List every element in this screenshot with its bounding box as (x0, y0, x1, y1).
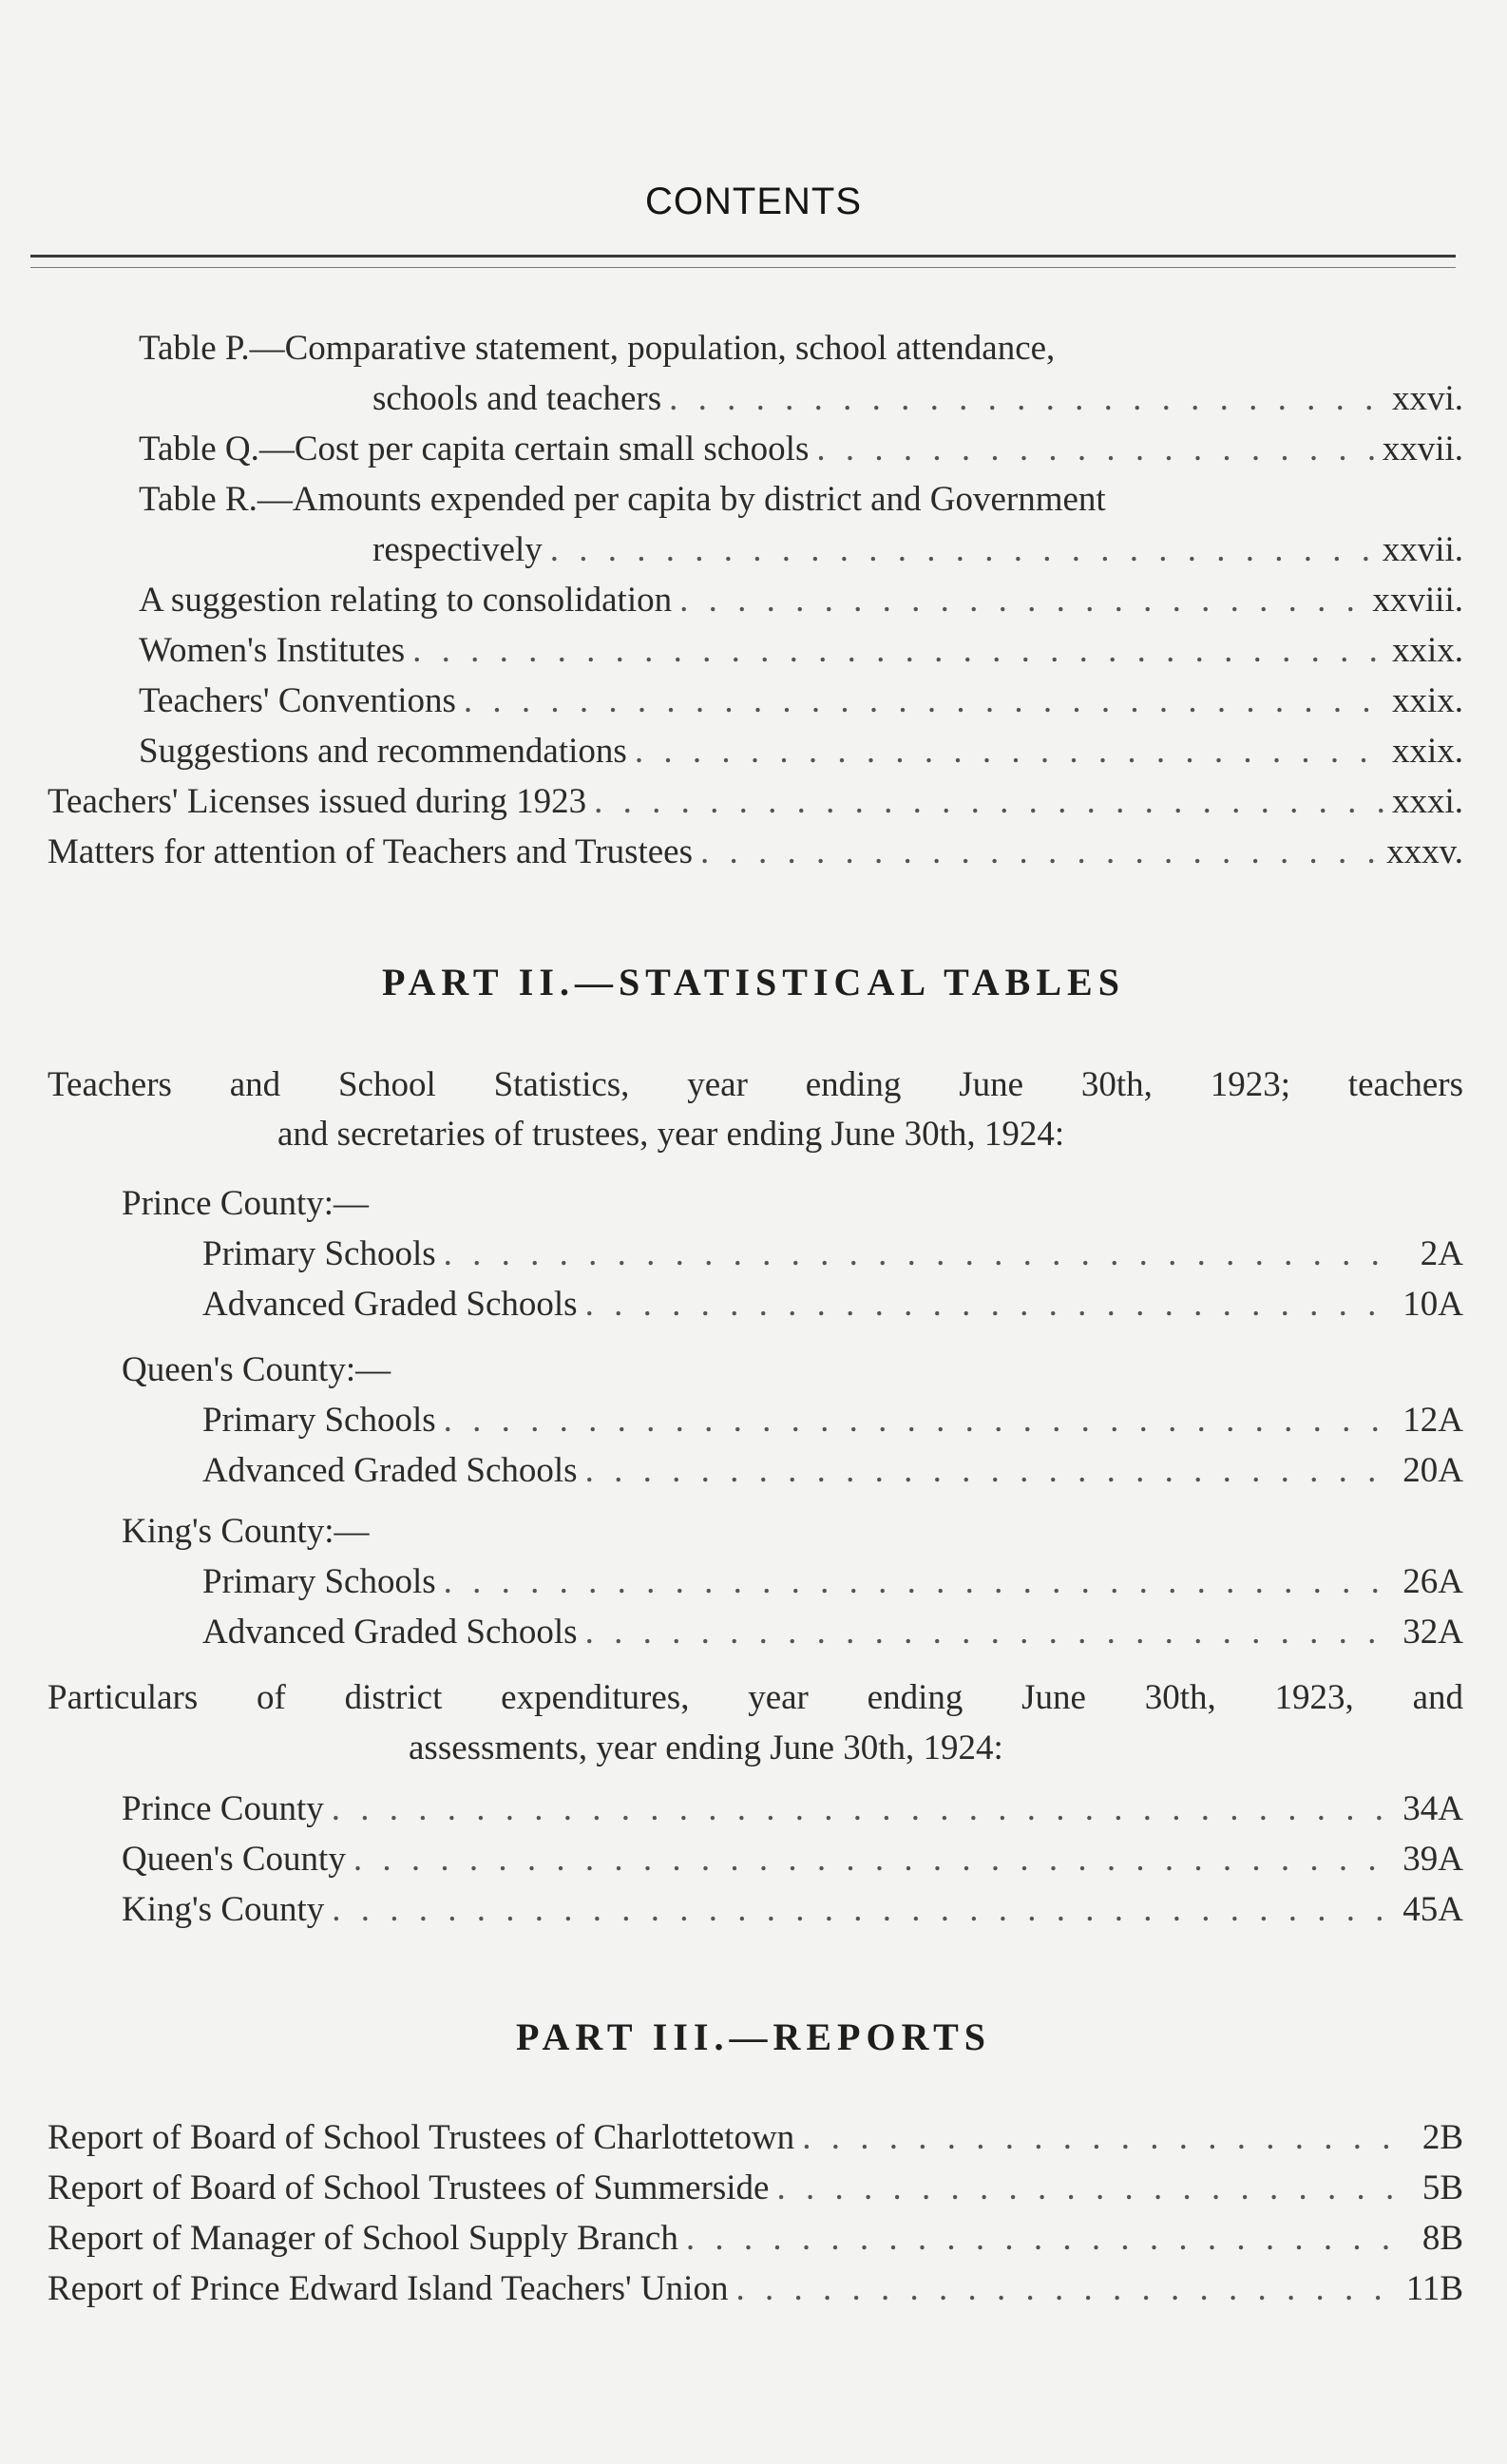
leader-dots (686, 2218, 1399, 2260)
leader-dots (444, 1233, 1399, 1275)
toc-entry-prince-primary[interactable] (202, 1233, 1463, 1275)
county-heading-queens: Queen's County:— (122, 1350, 391, 1389)
leader-dots (735, 2268, 1398, 2310)
county-heading-kings: King's County:— (122, 1512, 370, 1551)
toc-entry-label: Report of Board of School Trustees of Charlottetown (48, 2118, 795, 2157)
leader-dots (679, 580, 1364, 621)
leader-dots (816, 429, 1374, 470)
toc-page-number: 26A (1402, 1562, 1463, 1601)
leader-dots (332, 1889, 1395, 1931)
toc-entry-queens-advanced[interactable] (202, 1450, 1463, 1492)
leader-dots (332, 1788, 1396, 1830)
leader-dots (444, 1561, 1396, 1603)
toc-page-number: xxvii. (1382, 530, 1463, 569)
toc-entry-label: Report of Board of School Trustees of Summerside (48, 2168, 770, 2207)
leader-dots (353, 1839, 1395, 1881)
particulars-line2: assessments, year ending June 30th, 1924: (409, 1729, 1003, 1767)
toc-entry-queens-primary[interactable] (202, 1400, 1463, 1442)
toc-entry-label: Advanced Graded Schools (202, 1613, 578, 1652)
toc-page-number: xxvi. (1391, 379, 1463, 418)
toc-entry-report-supply[interactable] (48, 2218, 1463, 2260)
toc-entry-label: schools and teachers (372, 379, 662, 418)
toc-page-number: xxix. (1391, 732, 1463, 771)
leader-dots (700, 831, 1379, 873)
toc-entry-kings-primary[interactable] (202, 1561, 1463, 1603)
particulars-line1: Particulars of district expenditures, year ending June 30th, 1923, and (48, 1678, 1463, 1717)
toc-entry-label: Teachers' Licenses issued during 1923 (48, 782, 587, 821)
toc-entry-label: Report of Prince Edward Island Teachers' Union (48, 2269, 729, 2308)
toc-page-number: xxxv. (1386, 832, 1463, 871)
toc-entry-licenses[interactable] (48, 781, 1463, 823)
leader-dots (802, 2117, 1399, 2159)
part2-intro-line1: Teachers and School Statistics, year ending June 30th, 1923; teachers (48, 1065, 1463, 1104)
toc-entry-kings-county[interactable] (122, 1889, 1463, 1931)
toc-entry-report-union[interactable] (48, 2268, 1463, 2310)
leader-dots (776, 2168, 1399, 2209)
leader-dots (585, 1450, 1396, 1492)
toc-page-number: 45A (1402, 1890, 1463, 1929)
section-title-part-2: PART II.—STATISTICAL TABLES (382, 961, 1125, 1003)
toc-page-number: 39A (1402, 1840, 1463, 1879)
toc-entry-prince-county[interactable] (122, 1788, 1463, 1830)
toc-entry-label: Primary Schools (202, 1234, 436, 1273)
leader-dots (635, 731, 1384, 773)
toc-entry-label: Report of Manager of School Supply Branch (48, 2219, 678, 2258)
toc-entry-label: Teachers' Conventions (139, 681, 456, 720)
toc-entry-prince-advanced[interactable] (202, 1284, 1463, 1326)
toc-entry-consolidation[interactable] (139, 580, 1463, 621)
toc-entry-label: Advanced Graded Schools (202, 1285, 578, 1324)
toc-page-number: 11B (1405, 2269, 1463, 2308)
toc-page-number: 8B (1421, 2219, 1463, 2258)
leader-dots (594, 781, 1384, 823)
toc-entry-label: Advanced Graded Schools (202, 1451, 578, 1490)
toc-entry-label: Prince County (122, 1789, 324, 1828)
leader-dots (669, 378, 1384, 420)
toc-entry-label: Women's Institutes (139, 631, 406, 670)
toc-page-number: 34A (1402, 1789, 1463, 1828)
toc-entry-label: Primary Schools (202, 1562, 436, 1601)
toc-page-number: 32A (1402, 1613, 1463, 1652)
toc-entry-conventions[interactable] (139, 680, 1463, 722)
toc-page-number: xxix. (1391, 681, 1463, 720)
toc-entry-queens-county[interactable] (122, 1839, 1463, 1881)
toc-entry-table-r-line1: Table R.—Amounts expended per capita by district and Government (139, 480, 1106, 519)
toc-page-number: xxix. (1391, 631, 1463, 670)
leader-dots (464, 680, 1384, 722)
toc-page-number: 2A (1420, 1234, 1463, 1273)
leader-dots (550, 529, 1375, 571)
toc-entry-report-summerside[interactable] (48, 2168, 1463, 2209)
toc-entry-label: A suggestion relating to consolidation (139, 581, 673, 620)
toc-entry-table-q[interactable] (139, 429, 1463, 470)
toc-entry-label: Suggestions and recommendations (139, 732, 627, 771)
section-title-part-3: PART III.—REPORTS (515, 2015, 991, 2058)
toc-entry-table-p[interactable] (372, 378, 1463, 420)
toc-entry-table-r[interactable] (372, 529, 1463, 571)
leader-dots (585, 1612, 1396, 1653)
toc-page-number: 2B (1421, 2118, 1463, 2157)
toc-page-number: 5B (1421, 2168, 1463, 2207)
toc-page-number: 20A (1402, 1451, 1463, 1490)
county-heading-prince: Prince County:— (122, 1184, 370, 1223)
header-rule (30, 255, 1456, 268)
toc-entry-label: Table Q.—Cost per capita certain small schools (139, 430, 810, 468)
toc-page-number: xxviii. (1372, 581, 1463, 620)
toc-entry-matters[interactable] (48, 831, 1463, 873)
leader-dots (444, 1400, 1396, 1442)
toc-entry-report-charlottetown[interactable] (48, 2117, 1463, 2159)
leader-dots (412, 630, 1384, 672)
toc-entry-label: King's County (122, 1890, 325, 1929)
toc-entry-label: respectively (372, 530, 543, 569)
leader-dots (585, 1284, 1396, 1326)
toc-page-number: xxvii. (1382, 430, 1463, 468)
toc-entry-womens-institutes[interactable] (139, 630, 1463, 672)
toc-entry-kings-advanced[interactable] (202, 1612, 1463, 1653)
toc-entry-suggestions[interactable] (139, 731, 1463, 773)
part2-intro-line2: and secretaries of trustees, year ending June 30th, 1924: (277, 1115, 1065, 1154)
toc-entry-label: Queen's County (122, 1840, 346, 1879)
toc-page-number: 10A (1402, 1285, 1463, 1324)
page-title: CONTENTS (645, 181, 862, 222)
toc-entry-label: Primary Schools (202, 1401, 436, 1440)
toc-entry-label: Matters for attention of Teachers and Trustees (48, 832, 694, 871)
toc-page-number: 12A (1402, 1401, 1463, 1440)
toc-entry-table-p-line1: Table P.—Comparative statement, population, school attendance, (139, 329, 1056, 368)
toc-page-number: xxxi. (1391, 782, 1463, 821)
